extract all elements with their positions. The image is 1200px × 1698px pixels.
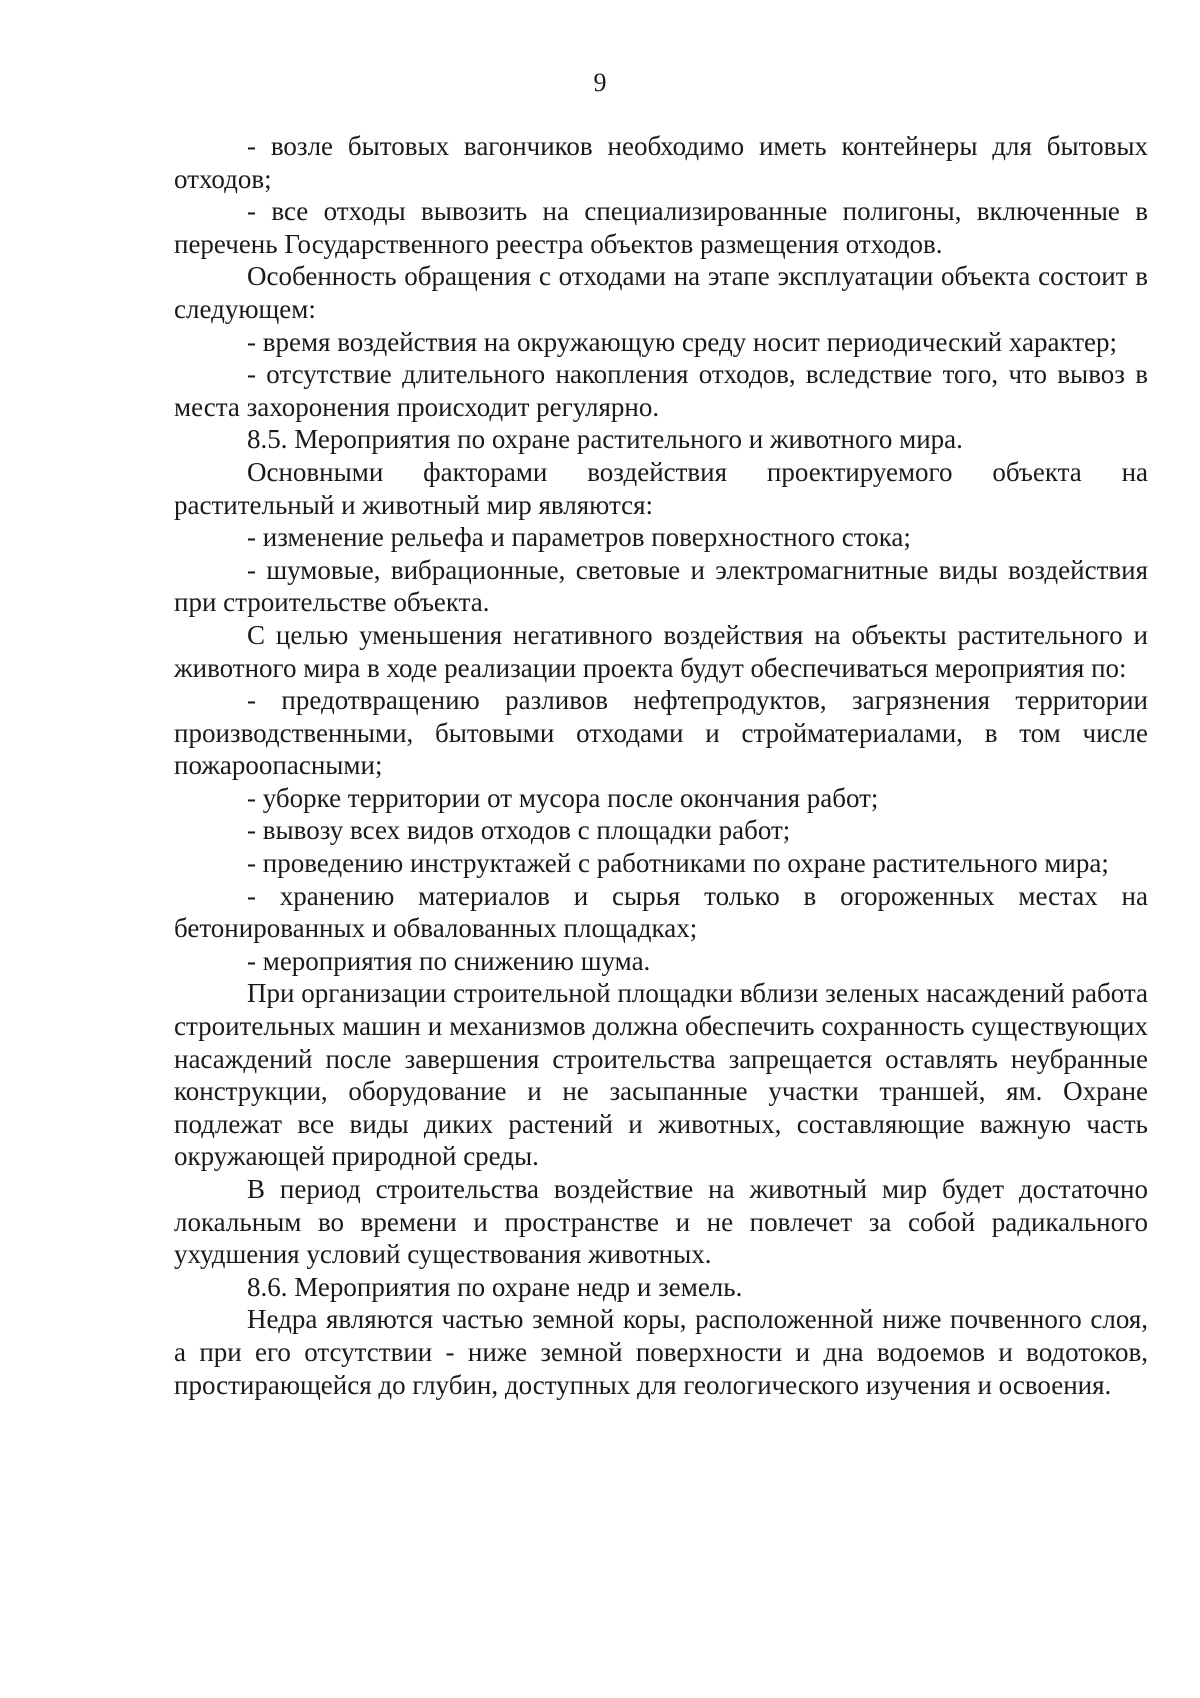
paragraph: Недра являются частью земной коры, расположенной ниже почвенного слоя, а при его отсутствии - ниже земной поверхности и дна водоемов и водотоков, простирающейся до глубин, доступных для геологического изучения и освоения. (174, 1304, 1148, 1400)
page-body (174, 130, 1148, 1401)
paragraph: - изменение рельефа и параметров поверхностного стока; (247, 522, 911, 553)
paragraph: При организации строительной площадки вблизи зеленых насаждений работа строительных машин и механизмов должна обеспечить сохранность существующих насаждений после завершения строительства запрещается оставлять неубранные конструкции, оборудование и не засыпанные участки траншей, ям. Охране подлежат все виды диких растений и животных, составляющие важную часть окружающей природной среды. (174, 978, 1148, 1172)
paragraph: - уборке территории от мусора после окончания работ; (247, 782, 879, 813)
section-heading: 8.5. Мероприятия по охране растительного и животного мира. (247, 424, 963, 455)
paragraph: - предотвращению разливов нефтепродуктов, загрязнения территории производственными, бытовыми отходами и стройматериалами, в том числе пожароопасными; (174, 685, 1148, 781)
paragraph: - проведению инструктажей с работниками по охране растительного мира; (247, 848, 1109, 879)
paragraph: - хранению материалов и сырья только в огороженных местах на бетонированных и обвалованных площадках; (174, 880, 1148, 944)
paragraph: - время воздействия на окружающую среду носит периодический характер; (247, 326, 1118, 357)
paragraph: Особенность обращения с отходами на этапе эксплуатации объекта состоит в следующем: (174, 261, 1148, 324)
page-number: 9 (593, 68, 607, 97)
paragraph: - вывозу всех видов отходов с площадки работ; (247, 815, 791, 846)
paragraph: - шумовые, вибрационные, световые и электромагнитные виды воздействия при строительстве объекта. (174, 554, 1148, 618)
section-heading: 8.6. Мероприятия по охране недр и земель. (247, 1271, 743, 1302)
paragraph: Основными факторами воздействия проектируемого объекта на растительный и животный мир являются: (174, 456, 1148, 520)
paragraph: - все отходы вывозить на специализированные полигоны, включенные в перечень Государственного реестра объектов размещения отходов. (174, 196, 1148, 259)
paragraph: - отсутствие длительного накопления отходов, вследствие того, что вывоз в места захоронения происходит регулярно. (174, 359, 1148, 422)
paragraph: - мероприятия по снижению шума. (247, 945, 651, 976)
paragraph: В период строительства воздействие на животный мир будет достаточно локальным во времени и пространстве и не повлечет за собой радикального ухудшения условий существования животных. (174, 1174, 1148, 1270)
paragraph: С целью уменьшения негативного воздействия на объекты растительного и животного мира в ходе реализации проекта будут обеспечиваться мероприятия по: (174, 619, 1148, 683)
paragraph: - возле бытовых вагончиков необходимо иметь контейнеры для бытовых отходов; (174, 131, 1148, 194)
